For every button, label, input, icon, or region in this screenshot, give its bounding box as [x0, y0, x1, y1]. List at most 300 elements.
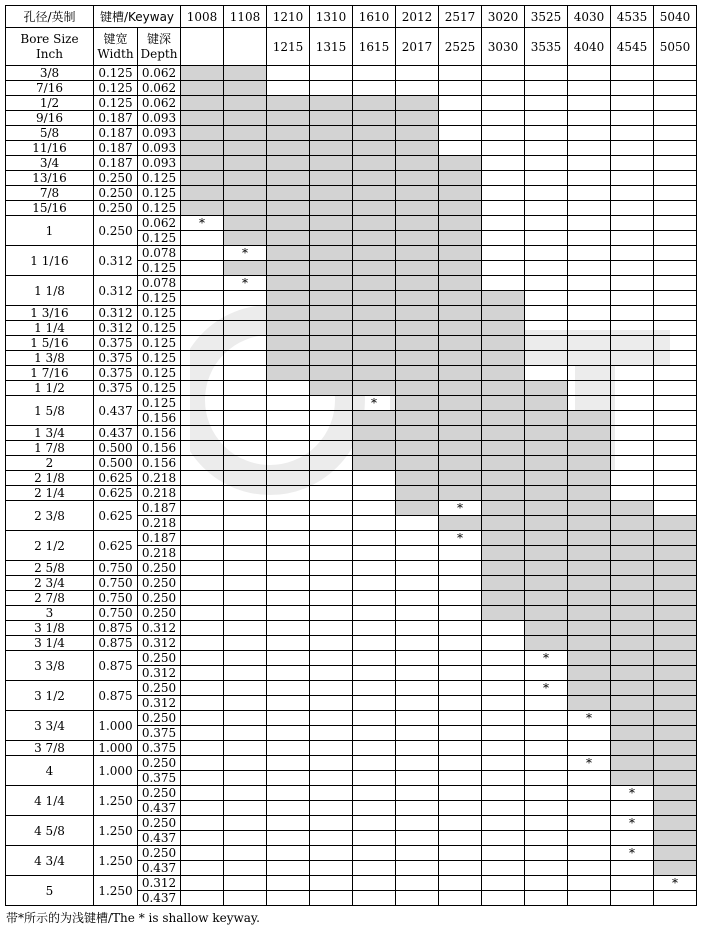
bushing-fit-cell — [654, 336, 697, 351]
bushing-fit-cell — [181, 786, 224, 801]
bushing-fit-cell — [568, 486, 611, 501]
bushing-fit-cell — [267, 696, 310, 711]
bushing-fit-cell — [525, 756, 568, 771]
bushing-fit-cell — [353, 126, 396, 141]
bushing-fit-cell — [654, 726, 697, 741]
bushing-fit-cell — [611, 531, 654, 546]
bushing-fit-cell — [525, 396, 568, 411]
bushing-fit-cell — [181, 306, 224, 321]
bushing-fit-cell — [439, 711, 482, 726]
bore-size-cell: 4 1/4 — [6, 786, 94, 816]
bushing-fit-cell — [181, 411, 224, 426]
shallow-keyway-star: * — [654, 876, 697, 891]
bushing-fit-cell — [353, 291, 396, 306]
bushing-fit-cell — [611, 561, 654, 576]
bore-size-cell: 1 1/4 — [6, 321, 94, 336]
bushing-fit-cell — [310, 516, 353, 531]
bushing-fit-cell — [525, 726, 568, 741]
bushing-fit-cell — [654, 576, 697, 591]
keyway-depth-cell: 0.078 — [138, 276, 181, 291]
bushing-fit-cell — [396, 171, 439, 186]
bushing-fit-cell — [654, 861, 697, 876]
keyway-depth-cell: 0.312 — [138, 666, 181, 681]
bushing-fit-cell — [224, 801, 267, 816]
bushing-fit-cell — [568, 696, 611, 711]
bushing-fit-cell — [568, 216, 611, 231]
bushing-fit-cell — [482, 546, 525, 561]
bushing-fit-cell — [568, 156, 611, 171]
table-row — [6, 816, 697, 831]
bushing-fit-cell — [310, 636, 353, 651]
bushing-fit-cell — [654, 126, 697, 141]
keyway-depth-cell: 0.437 — [138, 801, 181, 816]
keyway-width-cell: 0.750 — [94, 576, 138, 591]
table-row — [6, 66, 697, 81]
keyway-depth-cell: 0.125 — [138, 171, 181, 186]
shallow-keyway-star: * — [439, 501, 482, 516]
bushing-fit-cell — [224, 351, 267, 366]
keyway-depth-cell: 0.250 — [138, 756, 181, 771]
bushing-fit-cell — [267, 96, 310, 111]
bushing-fit-cell — [353, 246, 396, 261]
bushing-fit-cell — [353, 486, 396, 501]
bushing-fit-cell — [267, 81, 310, 96]
bushing-fit-cell — [224, 171, 267, 186]
bushing-fit-cell — [611, 651, 654, 666]
bushing-fit-cell — [654, 306, 697, 321]
bushing-fit-cell — [310, 171, 353, 186]
bushing-fit-cell — [525, 696, 568, 711]
table-row — [6, 276, 697, 291]
keyway-depth-cell: 0.125 — [138, 366, 181, 381]
bushing-fit-cell — [267, 591, 310, 606]
bushing-fit-cell — [224, 306, 267, 321]
bushing-fit-cell — [439, 756, 482, 771]
bushing-fit-cell — [439, 111, 482, 126]
bushing-fit-cell — [267, 516, 310, 531]
bore-size-cell: 15/16 — [6, 201, 94, 216]
bushing-fit-cell — [224, 861, 267, 876]
bushing-fit-cell — [267, 546, 310, 561]
bushing-fit-cell — [525, 456, 568, 471]
bore-size-cell: 3 — [6, 606, 94, 621]
bushing-fit-cell — [267, 666, 310, 681]
keyway-depth-cell: 0.062 — [138, 66, 181, 81]
bushing-fit-cell — [353, 351, 396, 366]
keyway-width-cell: 0.375 — [94, 366, 138, 381]
bushing-fit-cell — [482, 246, 525, 261]
bushing-fit-cell — [568, 96, 611, 111]
bushing-fit-cell — [310, 801, 353, 816]
bushing-fit-cell — [310, 96, 353, 111]
bushing-fit-cell — [482, 831, 525, 846]
bore-size-cell: 1 1/16 — [6, 246, 94, 276]
bushing-fit-cell — [482, 141, 525, 156]
bushing-fit-cell — [310, 786, 353, 801]
bushing-fit-cell — [396, 456, 439, 471]
bushing-fit-cell — [525, 336, 568, 351]
table-row — [6, 426, 697, 441]
bushing-fit-cell — [568, 666, 611, 681]
bore-size-cell: 2 3/8 — [6, 501, 94, 531]
bushing-fit-cell — [181, 276, 224, 291]
table-row — [6, 351, 697, 366]
bushing-fit-cell — [310, 66, 353, 81]
bushing-fit-cell — [525, 861, 568, 876]
bushing-size-top-4: 1310 — [310, 6, 353, 28]
table-row — [6, 81, 697, 96]
bushing-fit-cell — [611, 801, 654, 816]
bushing-fit-cell — [482, 636, 525, 651]
bushing-fit-cell — [267, 846, 310, 861]
keyway-depth-cell: 0.312 — [138, 696, 181, 711]
bushing-fit-cell — [267, 111, 310, 126]
bushing-fit-cell — [353, 891, 396, 906]
bushing-fit-cell — [568, 336, 611, 351]
bushing-fit-cell — [267, 171, 310, 186]
bushing-fit-cell — [310, 621, 353, 636]
bushing-fit-cell — [181, 891, 224, 906]
bushing-fit-cell — [482, 186, 525, 201]
bushing-fit-cell — [568, 861, 611, 876]
keyway-width-cell: 0.312 — [94, 246, 138, 276]
bushing-fit-cell — [654, 291, 697, 306]
bushing-fit-cell — [353, 756, 396, 771]
bushing-fit-cell — [525, 606, 568, 621]
bushing-fit-cell — [353, 306, 396, 321]
bushing-fit-cell — [267, 681, 310, 696]
bushing-fit-cell — [654, 651, 697, 666]
bushing-fit-cell — [224, 501, 267, 516]
bushing-fit-cell — [267, 606, 310, 621]
bushing-fit-cell — [654, 186, 697, 201]
bushing-fit-cell — [181, 321, 224, 336]
bushing-fit-cell — [482, 501, 525, 516]
bushing-fit-cell — [224, 111, 267, 126]
bushing-fit-cell — [439, 186, 482, 201]
keyway-width-cell: 0.125 — [94, 81, 138, 96]
bushing-fit-cell — [525, 366, 568, 381]
bushing-size-top-9: 3525 — [525, 6, 568, 28]
bushing-fit-cell — [482, 216, 525, 231]
bushing-fit-cell — [439, 81, 482, 96]
bushing-fit-cell — [396, 846, 439, 861]
bushing-fit-cell — [568, 186, 611, 201]
bushing-fit-cell — [396, 576, 439, 591]
table-row — [6, 561, 697, 576]
bushing-fit-cell — [224, 876, 267, 891]
bushing-fit-cell — [396, 816, 439, 831]
table-row — [6, 711, 697, 726]
bushing-fit-cell — [353, 576, 396, 591]
bushing-fit-cell — [439, 426, 482, 441]
bushing-fit-cell — [310, 216, 353, 231]
bushing-fit-cell — [654, 846, 697, 861]
bushing-fit-cell — [525, 846, 568, 861]
bushing-size-bottom-12: 5050 — [654, 28, 697, 66]
bushing-fit-cell — [181, 111, 224, 126]
keyway-width-cell: 0.312 — [94, 276, 138, 306]
keyway-depth-cell: 0.125 — [138, 306, 181, 321]
bushing-fit-cell — [439, 876, 482, 891]
bushing-fit-cell — [568, 546, 611, 561]
bushing-fit-cell — [568, 801, 611, 816]
keyway-width-cell: 0.625 — [94, 486, 138, 501]
bushing-fit-cell — [654, 531, 697, 546]
bushing-fit-cell — [611, 891, 654, 906]
keyway-depth-cell: 0.375 — [138, 771, 181, 786]
bushing-fit-cell — [396, 681, 439, 696]
table-row — [6, 681, 697, 696]
bushing-fit-cell — [267, 711, 310, 726]
bushing-fit-cell — [310, 456, 353, 471]
bushing-fit-cell — [310, 666, 353, 681]
bushing-fit-cell — [310, 126, 353, 141]
table-row — [6, 381, 697, 396]
bushing-fit-cell — [439, 816, 482, 831]
bushing-fit-cell — [568, 246, 611, 261]
bushing-fit-cell — [482, 741, 525, 756]
bushing-fit-cell — [353, 156, 396, 171]
bushing-fit-cell — [611, 576, 654, 591]
bushing-fit-cell — [181, 171, 224, 186]
bushing-fit-cell — [654, 666, 697, 681]
bushing-fit-cell — [181, 651, 224, 666]
bushing-fit-cell — [525, 66, 568, 81]
bushing-fit-cell — [181, 426, 224, 441]
bushing-fit-cell — [654, 561, 697, 576]
bushing-fit-cell — [267, 411, 310, 426]
bushing-fit-cell — [439, 381, 482, 396]
bushing-fit-cell — [525, 876, 568, 891]
bushing-fit-cell — [396, 696, 439, 711]
bushing-fit-cell — [654, 606, 697, 621]
bushing-fit-cell — [611, 231, 654, 246]
bore-size-cell: 1 — [6, 216, 94, 246]
bushing-fit-cell — [568, 846, 611, 861]
bushing-fit-cell — [353, 66, 396, 81]
bushing-fit-cell — [611, 216, 654, 231]
bushing-fit-cell — [267, 441, 310, 456]
bushing-fit-cell — [267, 876, 310, 891]
bushing-fit-cell — [181, 81, 224, 96]
bushing-size-top-10: 4030 — [568, 6, 611, 28]
bushing-fit-cell — [525, 231, 568, 246]
bushing-fit-cell — [224, 756, 267, 771]
keyway-depth-cell: 0.093 — [138, 126, 181, 141]
bushing-fit-cell — [439, 621, 482, 636]
keyway-width-cell: 0.875 — [94, 681, 138, 711]
bushing-fit-cell — [525, 711, 568, 726]
bushing-size-top-1: 1008 — [181, 6, 224, 28]
bushing-fit-cell — [310, 726, 353, 741]
bushing-fit-cell — [224, 441, 267, 456]
bore-size-cell: 3 7/8 — [6, 741, 94, 756]
bushing-size-bottom-4: 1315 — [310, 28, 353, 66]
bushing-fit-cell — [482, 231, 525, 246]
bushing-fit-cell — [654, 261, 697, 276]
bushing-fit-cell — [396, 756, 439, 771]
bushing-fit-cell — [482, 651, 525, 666]
bushing-fit-cell — [568, 606, 611, 621]
table-row — [6, 336, 697, 351]
bushing-fit-cell — [654, 516, 697, 531]
bushing-fit-cell — [611, 876, 654, 891]
bushing-fit-cell — [568, 321, 611, 336]
shallow-keyway-star: * — [224, 246, 267, 261]
bushing-fit-cell — [353, 96, 396, 111]
bushing-fit-cell — [439, 291, 482, 306]
bushing-fit-cell — [611, 96, 654, 111]
bore-size-cell: 1 5/8 — [6, 396, 94, 426]
bore-size-cell: 2 — [6, 456, 94, 471]
bushing-fit-cell — [525, 411, 568, 426]
keyway-depth-cell: 0.093 — [138, 141, 181, 156]
keyway-width-cell: 0.125 — [94, 66, 138, 81]
bushing-fit-cell — [482, 261, 525, 276]
bushing-fit-cell — [353, 426, 396, 441]
bushing-fit-cell — [568, 441, 611, 456]
keyway-depth-cell: 0.250 — [138, 606, 181, 621]
bushing-fit-cell — [439, 651, 482, 666]
bushing-fit-cell — [439, 141, 482, 156]
shallow-keyway-star: * — [181, 216, 224, 231]
bushing-fit-cell — [525, 741, 568, 756]
bushing-fit-cell — [181, 516, 224, 531]
bushing-size-bottom-10: 4040 — [568, 28, 611, 66]
bushing-fit-cell — [525, 306, 568, 321]
bushing-fit-cell — [439, 366, 482, 381]
bushing-size-bottom-6: 2017 — [396, 28, 439, 66]
bore-size-cell: 7/16 — [6, 81, 94, 96]
bushing-fit-cell — [353, 876, 396, 891]
bushing-fit-cell — [654, 441, 697, 456]
bushing-fit-cell — [525, 246, 568, 261]
bore-size-cell: 7/8 — [6, 186, 94, 201]
bushing-fit-cell — [654, 351, 697, 366]
bushing-fit-cell — [482, 591, 525, 606]
width-header-en: Width — [97, 46, 134, 61]
bushing-fit-cell — [310, 141, 353, 156]
bushing-fit-cell — [310, 246, 353, 261]
bushing-fit-cell — [310, 486, 353, 501]
keyway-depth-cell: 0.218 — [138, 516, 181, 531]
bushing-fit-cell — [611, 741, 654, 756]
keyway-depth-cell: 0.250 — [138, 846, 181, 861]
header-row-1 — [6, 6, 697, 28]
bushing-fit-cell — [181, 231, 224, 246]
bushing-size-bottom-9: 3535 — [525, 28, 568, 66]
bushing-fit-cell — [181, 576, 224, 591]
keyway-depth-cell: 0.125 — [138, 336, 181, 351]
bushing-fit-cell — [654, 321, 697, 336]
bushing-fit-cell — [310, 606, 353, 621]
width-header — [94, 28, 138, 66]
bushing-fit-cell — [482, 111, 525, 126]
keyway-width-cell: 0.500 — [94, 456, 138, 471]
bushing-fit-cell — [611, 276, 654, 291]
bushing-fit-cell — [396, 891, 439, 906]
bushing-fit-cell — [396, 111, 439, 126]
bushing-fit-cell — [525, 831, 568, 846]
bushing-fit-cell — [181, 366, 224, 381]
bushing-fit-cell — [181, 261, 224, 276]
bushing-fit-cell — [568, 66, 611, 81]
keyway-depth-cell: 0.250 — [138, 816, 181, 831]
bushing-fit-cell — [396, 411, 439, 426]
bushing-fit-cell — [310, 681, 353, 696]
bushing-fit-cell — [396, 801, 439, 816]
bushing-fit-cell — [310, 816, 353, 831]
bushing-size-bottom-7: 2525 — [439, 28, 482, 66]
bushing-fit-cell — [611, 201, 654, 216]
bushing-fit-cell — [181, 861, 224, 876]
bushing-fit-cell — [310, 321, 353, 336]
keyway-width-cell: 1.000 — [94, 741, 138, 756]
keyway-depth-cell: 0.125 — [138, 321, 181, 336]
bushing-fit-cell — [611, 411, 654, 426]
bushing-fit-cell — [224, 681, 267, 696]
keyway-width-cell: 0.437 — [94, 426, 138, 441]
bushing-fit-cell — [611, 606, 654, 621]
bushing-fit-cell — [439, 516, 482, 531]
bushing-fit-cell — [267, 396, 310, 411]
bushing-fit-cell — [224, 606, 267, 621]
bushing-fit-cell — [353, 651, 396, 666]
keyway-width-cell: 0.437 — [94, 396, 138, 426]
bushing-fit-cell — [654, 231, 697, 246]
bushing-fit-cell — [482, 441, 525, 456]
bushing-fit-cell — [568, 561, 611, 576]
keyway-width-cell: 0.375 — [94, 381, 138, 396]
bushing-fit-cell — [611, 471, 654, 486]
bushing-fit-cell — [439, 681, 482, 696]
bore-size-cell: 1 3/16 — [6, 306, 94, 321]
keyway-width-cell: 0.375 — [94, 336, 138, 351]
bushing-fit-cell — [568, 81, 611, 96]
bushing-fit-cell — [439, 351, 482, 366]
bore-header-cn: 孔径/英制 — [6, 6, 94, 28]
bushing-fit-cell — [525, 891, 568, 906]
bushing-fit-cell — [654, 426, 697, 441]
bushing-fit-cell — [224, 366, 267, 381]
bushing-fit-cell — [181, 561, 224, 576]
bushing-size-top-11: 4535 — [611, 6, 654, 28]
bushing-fit-cell — [224, 411, 267, 426]
bushing-fit-cell — [224, 321, 267, 336]
bushing-fit-cell — [181, 351, 224, 366]
bushing-fit-cell — [353, 171, 396, 186]
bushing-fit-cell — [353, 681, 396, 696]
bushing-fit-cell — [568, 231, 611, 246]
bore-size-cell: 1 3/8 — [6, 351, 94, 366]
bushing-fit-cell — [611, 621, 654, 636]
bushing-fit-cell — [181, 741, 224, 756]
bushing-fit-cell — [353, 336, 396, 351]
bushing-fit-cell — [439, 741, 482, 756]
bushing-fit-cell — [439, 771, 482, 786]
bore-size-cell: 9/16 — [6, 111, 94, 126]
bushing-fit-cell — [267, 381, 310, 396]
keyway-depth-cell: 0.250 — [138, 786, 181, 801]
bushing-fit-cell — [310, 426, 353, 441]
bushing-fit-cell — [181, 456, 224, 471]
bushing-fit-cell — [568, 501, 611, 516]
bushing-fit-cell — [611, 456, 654, 471]
table-row — [6, 576, 697, 591]
bushing-fit-cell — [310, 591, 353, 606]
bore-size-cell: 2 5/8 — [6, 561, 94, 576]
